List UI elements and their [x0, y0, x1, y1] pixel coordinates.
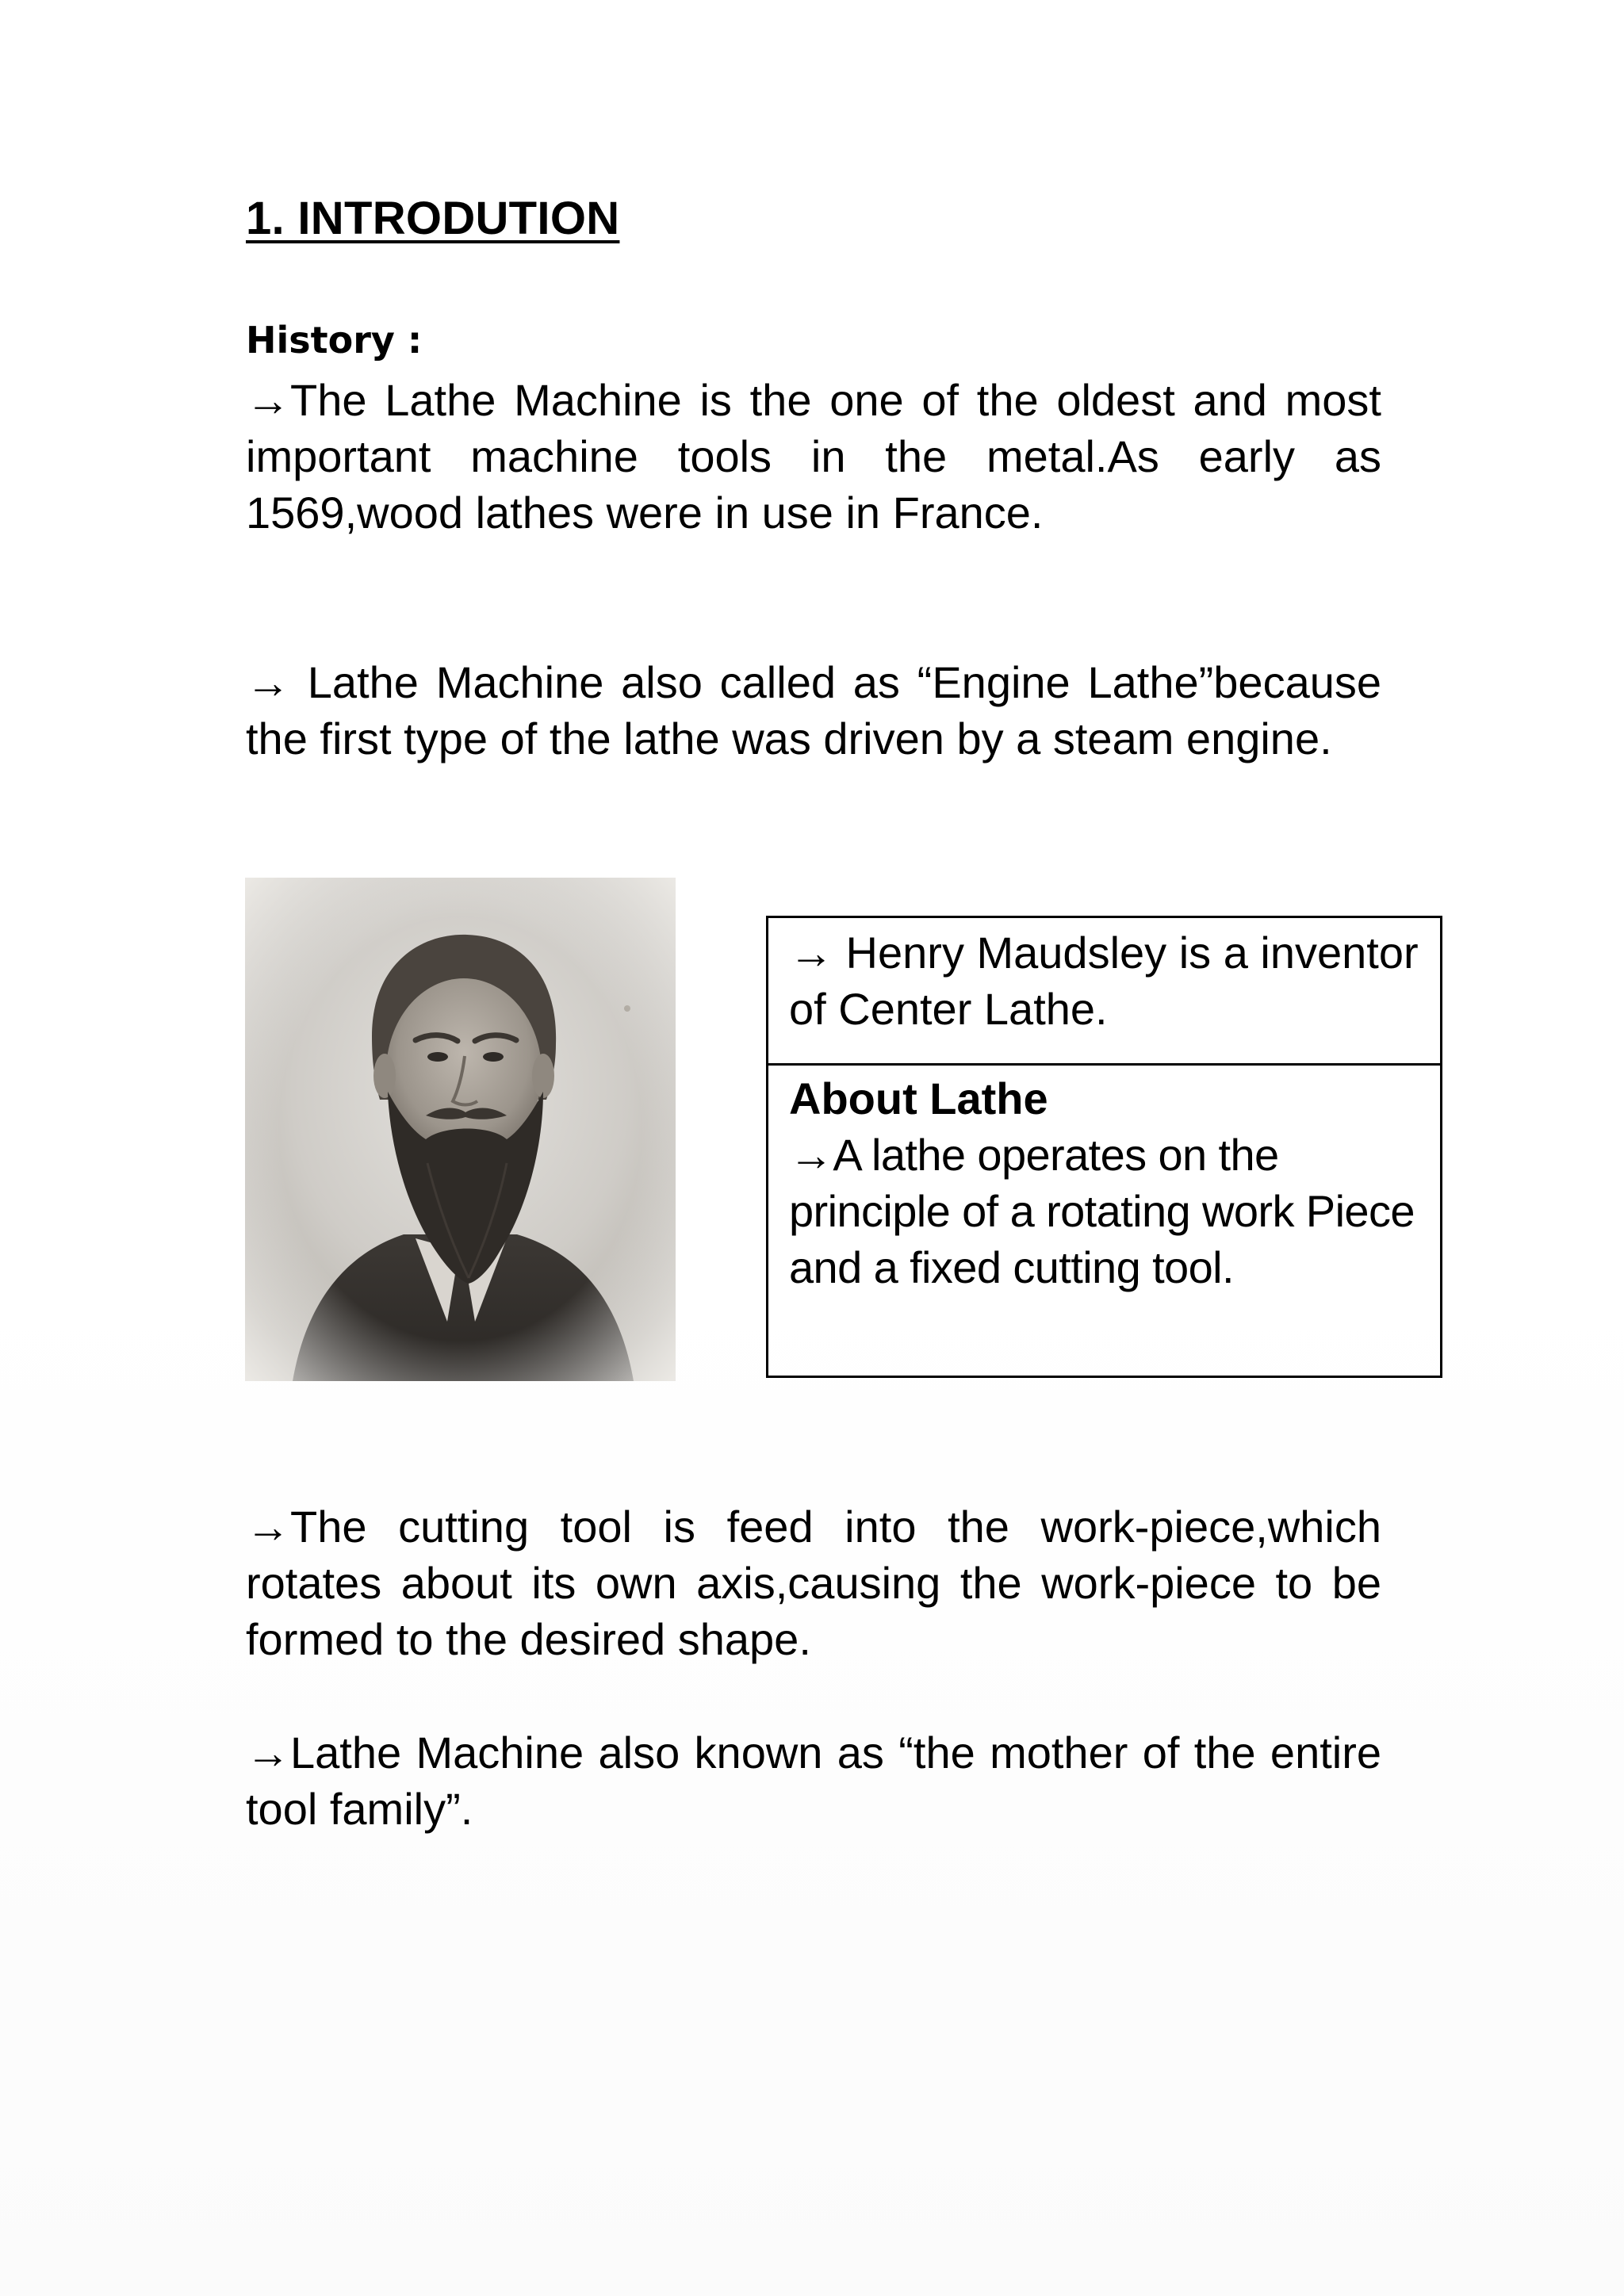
- inventor-text: → Henry Maudsley is a inventor of Center Lathe.: [789, 928, 1419, 1034]
- cutting-tool-paragraph: →The cutting tool is feed into the work-piece,which rotates about its own axis,causing the work-piece to be formed to the desired shape.: [246, 1502, 1381, 1664]
- about-lathe-title: About Lathe: [789, 1073, 1048, 1123]
- page-title: 1. INTRODUTION: [246, 193, 620, 244]
- about-lathe-cell: [768, 1066, 1440, 1295]
- history-label: History :: [246, 319, 423, 362]
- about-lathe-text: →A lathe operates on the principle of a rotating work Piece and a fixed cutting tool.: [789, 1130, 1415, 1292]
- history-paragraph-1: →The Lathe Machine is the one of the oldest and most important machine tools in the metal.As early as 1569,wood lathes were in use in France.: [246, 375, 1381, 538]
- henry-maudsley-portrait: [245, 878, 676, 1381]
- mother-tool-paragraph: →Lathe Machine also known as “the mother of the entire tool family”.: [246, 1728, 1381, 1834]
- inventor-cell: [768, 918, 1440, 1066]
- lathe-info-box: [766, 916, 1442, 1378]
- history-paragraph-2: → Lathe Machine also called as “Engine Lathe”because the first type of the lathe was driven by a steam engine.: [246, 657, 1381, 763]
